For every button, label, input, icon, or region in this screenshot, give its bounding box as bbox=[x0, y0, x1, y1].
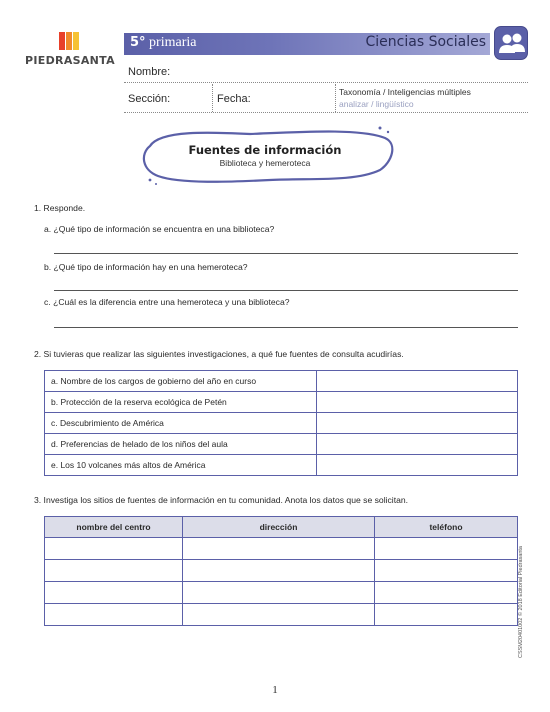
answer-cell[interactable] bbox=[183, 604, 375, 626]
name-label: Nombre: bbox=[128, 66, 171, 78]
table-row bbox=[45, 560, 518, 582]
table-row bbox=[45, 455, 518, 476]
answer-cell[interactable] bbox=[375, 560, 518, 582]
divider bbox=[212, 84, 213, 112]
people-icon bbox=[494, 26, 528, 60]
page-subtitle: Biblioteca y hemeroteca bbox=[219, 158, 311, 168]
table-row bbox=[45, 538, 518, 560]
page-title: Fuentes de información bbox=[188, 143, 342, 157]
table-row bbox=[45, 413, 518, 434]
grade-word: primaria bbox=[149, 35, 197, 50]
answer-cell[interactable] bbox=[45, 560, 183, 582]
answer-cell[interactable] bbox=[317, 371, 518, 392]
answer-cell[interactable] bbox=[317, 392, 518, 413]
answer-cell[interactable] bbox=[45, 538, 183, 560]
copyright-note: CSSM20401002 © 2018 Editorial Piedrasanta bbox=[518, 546, 524, 658]
answer-cell[interactable] bbox=[317, 413, 518, 434]
column-header-address: dirección bbox=[183, 517, 375, 538]
answer-line-1c[interactable] bbox=[54, 327, 518, 328]
answer-cell[interactable] bbox=[317, 455, 518, 476]
table-row bbox=[45, 604, 518, 626]
table-cell-topic: a. Nombre de los cargos de gobierno del año en curso bbox=[45, 371, 317, 392]
community-sources-table bbox=[44, 516, 518, 626]
question-3-prompt: 3. Investiga los sitios de fuentes de información en tu comunidad. Anota los datos que se solicitan. bbox=[34, 495, 409, 505]
publisher-logo bbox=[22, 30, 118, 70]
answer-cell[interactable] bbox=[317, 434, 518, 455]
answer-line-1b[interactable] bbox=[54, 290, 518, 291]
table-row bbox=[45, 582, 518, 604]
question-1a: a. ¿Qué tipo de información se encuentra en una biblioteca? bbox=[44, 224, 275, 234]
header-bar bbox=[124, 33, 490, 55]
date-label: Fecha: bbox=[217, 93, 251, 105]
table-header-row bbox=[45, 517, 518, 538]
column-header-center-name: nombre del centro bbox=[45, 517, 183, 538]
question-1-prompt: 1. Responde. bbox=[34, 203, 86, 213]
subject-title: Ciencias Sociales bbox=[365, 34, 486, 50]
table-cell-topic: b. Protección de la reserva ecológica de Petén bbox=[45, 392, 317, 413]
divider bbox=[335, 84, 336, 112]
taxonomy-values: analizar / lingüístico bbox=[339, 99, 414, 109]
section-date-field[interactable] bbox=[124, 112, 528, 113]
answer-line-1a[interactable] bbox=[54, 253, 518, 254]
answer-cell[interactable] bbox=[375, 604, 518, 626]
question-2-prompt: 2. Si tuvieras que realizar las siguientes investigaciones, a qué fue fuentes de consulta acudirías. bbox=[34, 349, 404, 359]
answer-cell[interactable] bbox=[183, 582, 375, 604]
logo-text: PIEDRASANTA bbox=[25, 54, 115, 67]
answer-cell[interactable] bbox=[45, 582, 183, 604]
table-cell-topic: e. Los 10 volcanes más altos de América bbox=[45, 455, 317, 476]
book-logo-icon bbox=[58, 30, 80, 52]
answer-cell[interactable] bbox=[183, 560, 375, 582]
answer-cell[interactable] bbox=[375, 582, 518, 604]
table-cell-topic: c. Descubrimiento de América bbox=[45, 413, 317, 434]
answer-cell[interactable] bbox=[45, 604, 183, 626]
name-field[interactable] bbox=[124, 82, 528, 83]
title-banner bbox=[130, 122, 400, 192]
table-row bbox=[45, 371, 518, 392]
question-1c: c. ¿Cuál es la diferencia entre una hemeroteca y una biblioteca? bbox=[44, 297, 290, 307]
grade-label bbox=[130, 35, 196, 51]
question-1b: b. ¿Qué tipo de información hay en una hemeroteca? bbox=[44, 262, 248, 272]
column-header-phone: teléfono bbox=[375, 517, 518, 538]
grade-number: 5° bbox=[130, 35, 146, 50]
research-sources-table bbox=[44, 370, 518, 476]
table-row bbox=[45, 392, 518, 413]
answer-cell[interactable] bbox=[375, 538, 518, 560]
taxonomy-label: Taxonomía / Inteligencias múltiples bbox=[339, 87, 471, 97]
answer-cell[interactable] bbox=[183, 538, 375, 560]
table-row bbox=[45, 434, 518, 455]
page-number: 1 bbox=[272, 684, 278, 696]
section-label: Sección: bbox=[128, 93, 171, 105]
table-cell-topic: d. Preferencias de helado de los niños del aula bbox=[45, 434, 317, 455]
